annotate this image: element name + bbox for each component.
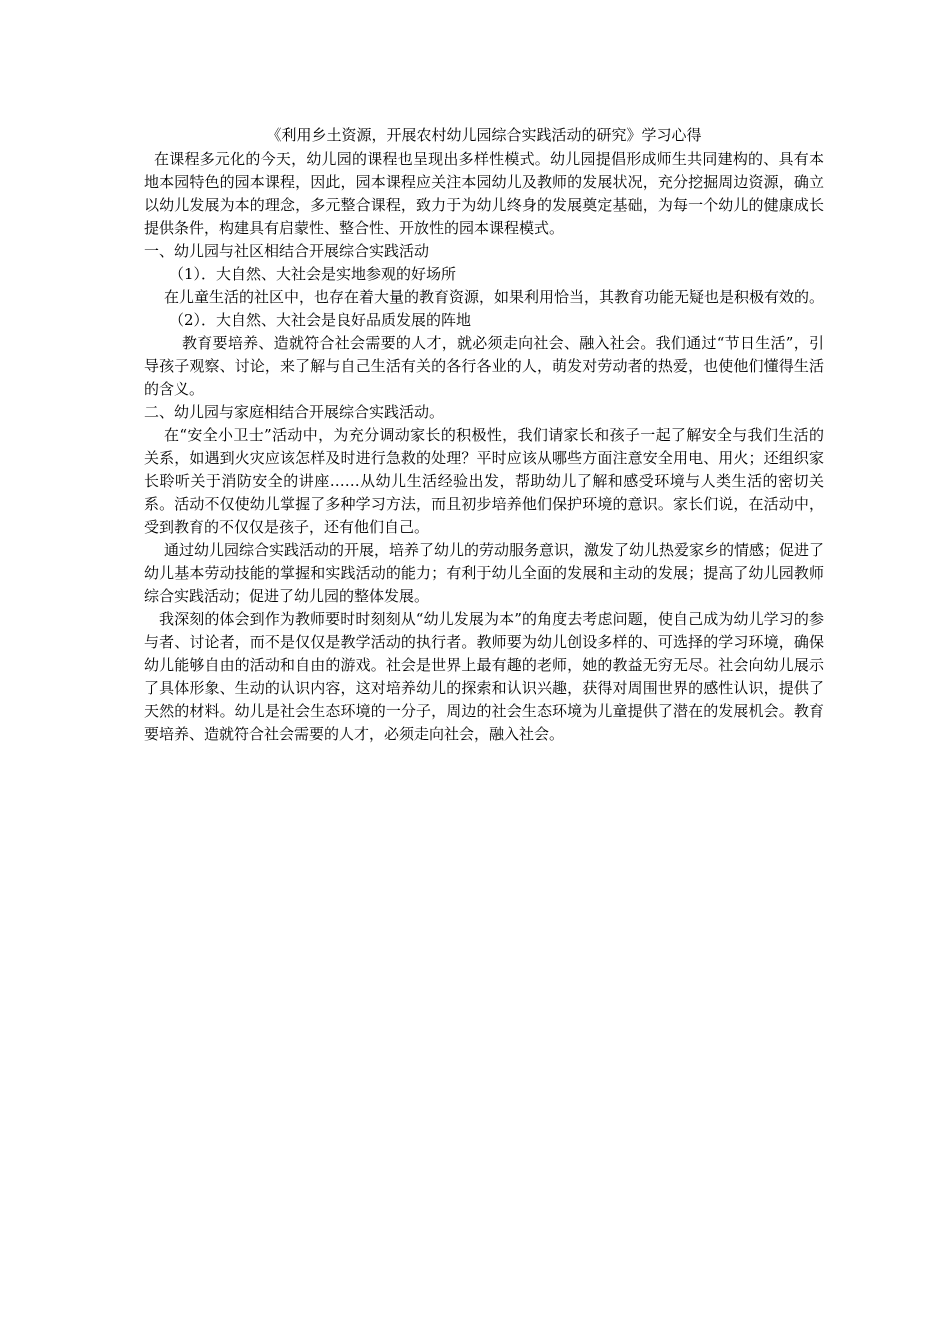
- section2-paragraph: 在“安全小卫士”活动中，为充分调动家长的积极性，我们请家长和孩子一起了解安全与我们生活的关系，如遇到火灾应该怎样及时进行急救的处理？平时应该从哪些方面注意安全用电、用火；还组织家长聆听关于消防安全的讲座……从幼儿生活经验出发，帮助幼儿了解和感受环境与人类生活的密切关系。活动不仅使幼儿掌握了多种学习方法，而且初步培养他们保护环境的意识。家长们说，在活动中，受到教育的不仅仅是孩子，还有他们自己。: [144, 426, 824, 536]
- section1-sub2-paragraph: 教育要培养、造就符合社会需要的人才，就必须走向社会、融入社会。我们通过“节日生活”，引导孩子观察、讨论，来了解与自己生活有关的各行各业的人，萌发对劳动者的热爱，也使他们懂得生活的含义。: [144, 334, 824, 398]
- conclusion-paragraph: 我深刻的体会到作为教师要时时刻刻从“幼儿发展为本”的角度去考虑问题，使自己成为幼儿学习的参与者、讨论者，而不是仅仅是教学活动的执行者。教师要为幼儿创设多样的、可选择的学习环境，确保幼儿能够自由的活动和自由的游戏。社会是世界上最有趣的老师，她的教益无穷无尽。社会向幼儿展示了具体形象、生动的认识内容，这对培养幼儿的探索和认识兴趣，获得对周围世界的感性认识，提供了天然的材料。幼儿是社会生态环境的一分子，周边的社会生态环境为儿童提供了潜在的发展机会。教育要培养、造就符合社会需要的人才，必须走向社会，融入社会。: [144, 610, 824, 743]
- section2-heading: 二、幼儿园与家庭相结合开展综合实践活动。: [144, 403, 445, 421]
- summary-paragraph: 通过幼儿园综合实践活动的开展，培养了幼儿的劳动服务意识，激发了幼儿热爱家乡的情感；促进了幼儿基本劳动技能的掌握和实践活动的能力；有利于幼儿全面的发展和主动的发展；提高了幼儿园教师综合实践活动；促进了幼儿园的整体发展。: [144, 541, 825, 605]
- document-page: [144, 122, 824, 746]
- document-title: 《利用乡土资源，开展农村幼儿园综合实践活动的研究》学习心得: [266, 126, 702, 144]
- section1-sub1-paragraph: 在儿童生活的社区中，也存在着大量的教育资源，如果利用恰当，其教育功能无疑也是积极有效的。: [164, 288, 825, 306]
- section1-sub2-heading: （2）．大自然、大社会是良好品质发展的阵地: [169, 311, 472, 329]
- intro-paragraph: 在课程多元化的今天，幼儿园的课程也呈现出多样性模式。幼儿园提倡形成师生共同建构的、具有本地本园特色的园本课程，因此，园本课程应关注本园幼儿及教师的发展状况，充分挖掘周边资源，确立以幼儿发展为本的理念，多元整合课程，致力于为幼儿终身的发展奠定基础，为每一个幼儿的健康成长提供条件，构建具有启蒙性、整合性、开放性的园本课程模式。: [144, 150, 824, 237]
- section1-sub1-heading: （1）．大自然、大社会是实地参观的好场所: [169, 265, 457, 283]
- section1-heading: 一、幼儿园与社区相结合开展综合实践活动: [144, 242, 430, 260]
